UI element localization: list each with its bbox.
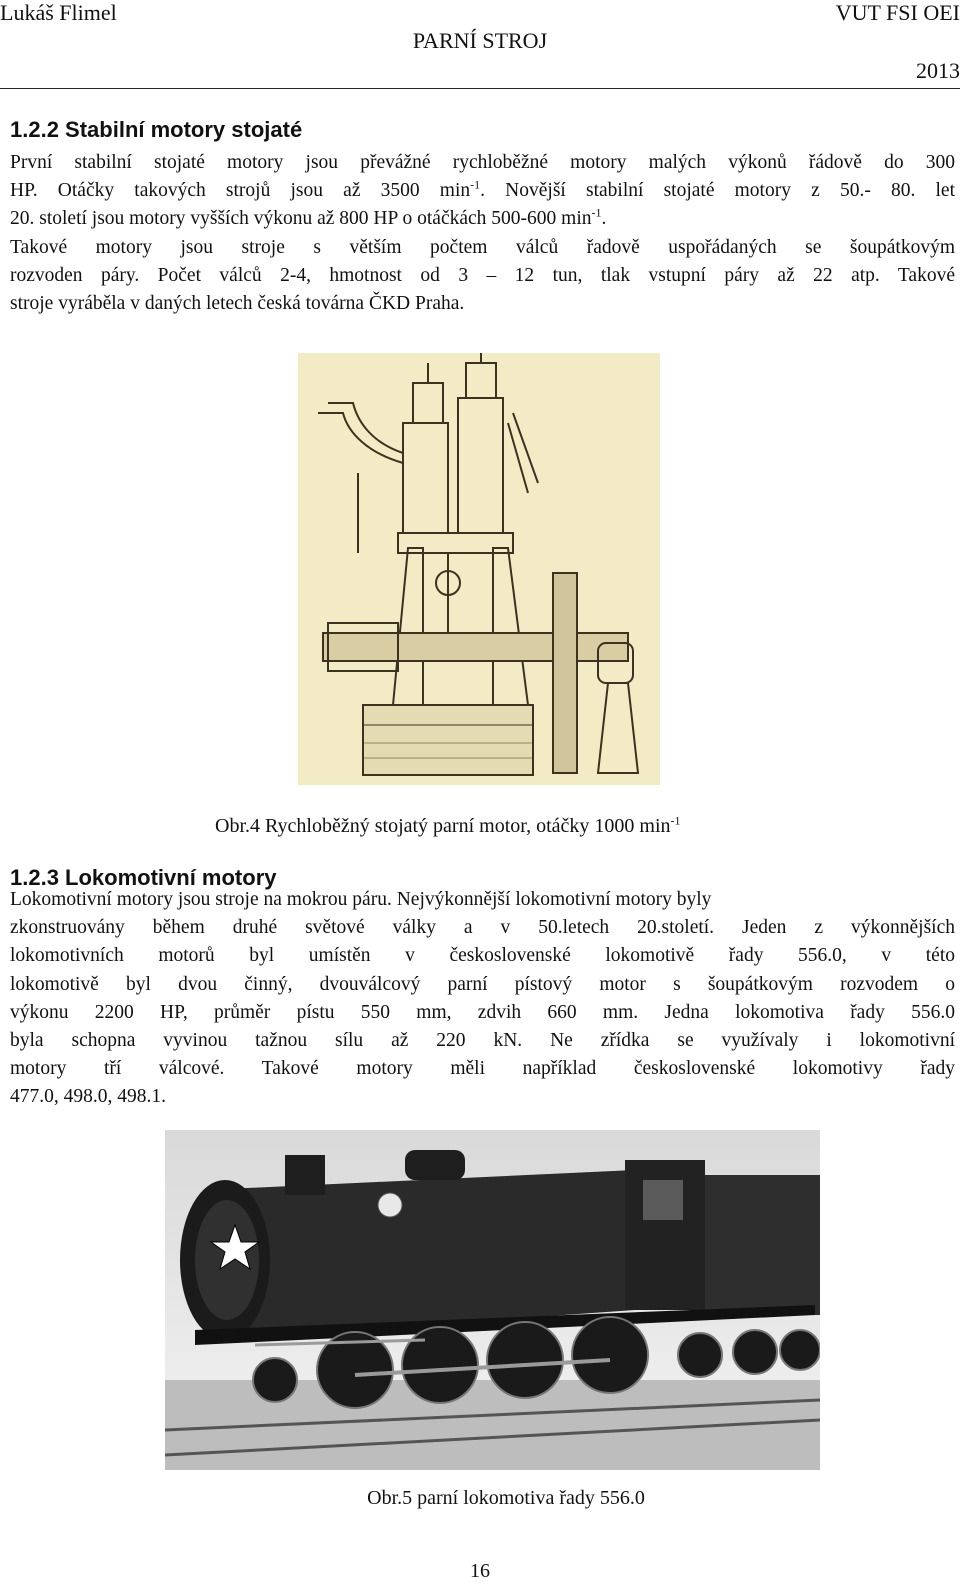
figure-4-caption: Obr.4 Rychloběžný stojatý parní motor, otáčky 1000 $\min^{-1}$ bbox=[215, 813, 681, 837]
text-line: zkonstruovány během druhé světové války a v 50.letech 20.století. Jeden z výkonnějších bbox=[10, 917, 955, 939]
figure-5-caption: Obr.5 parní lokomotiva řady 556.0 bbox=[367, 1487, 645, 1509]
paragraph-stabilni-motory bbox=[10, 149, 955, 318]
text-line: Takové motory jsou stroje s větším počtem válců řadově uspořádaných se šoupátkovým bbox=[10, 236, 955, 258]
text-line: První stabilní stojaté motory jsou převážné rychloběžné motory malých výkonů řádově do 300 bbox=[10, 152, 955, 173]
section-heading-stabilni-motory: 1.2.2 Stabilní motory stojaté bbox=[10, 117, 303, 142]
header-author: Lukáš Flimel bbox=[0, 0, 117, 25]
text-line: lokomotivě byl dvou činný, dvouválcový parní pístový motor s šoupátkovým rozvodem o bbox=[10, 973, 955, 995]
header-institution: VUT FSI OEI bbox=[835, 0, 960, 25]
text-line: 20. století jsou motory vyšších výkonu až 800 HP o otáčkách 500-600 $\min^{-1}$. bbox=[10, 205, 607, 230]
text-line: stroje vyráběla v daných letech česká továrna ČKD Praha. bbox=[10, 293, 465, 315]
paragraph-lokomotivni-motory bbox=[10, 886, 955, 1112]
text-line: rozvoden páry. Počet válců 2-4, hmotnost od 3 – 12 tun, tlak vstupní páry až 22 atp. Takové bbox=[10, 264, 955, 286]
text-line: HP. Otáčky takových strojů jsou až 3500 $\min^{-1}$. Novější stabilní stojaté motory z 50.- 80. let bbox=[10, 177, 956, 202]
locomotive-photo-image bbox=[165, 1130, 820, 1470]
header-year: 2013 bbox=[916, 58, 960, 83]
section-heading-lokomotivni-motory: 1.2.3 Lokomotivní motory bbox=[10, 865, 277, 890]
text-line: lokomotivních motorů byl umístěn v československé lokomotivě řady 556.0, v této bbox=[10, 945, 955, 967]
text-line: výkonu 2200 HP, průměr pístu 550 mm, zdvih 660 mm. Jedna lokomotiva řady 556.0 bbox=[10, 1001, 955, 1023]
header-title: PARNÍ STROJ bbox=[412, 28, 548, 53]
page-number: 16 bbox=[470, 1560, 490, 1582]
text-line: motory tří válcové. Takové motory měli například československé lokomotivy řady bbox=[10, 1058, 955, 1080]
text-line: Lokomotivní motory jsou stroje na mokrou páru. Nejvýkonnější lokomotivní motory byly bbox=[10, 889, 712, 910]
text-line: 477.0, 498.0, 498.1. bbox=[10, 1086, 166, 1108]
header-rule bbox=[0, 88, 960, 89]
text-line: byla schopna vyvinou tažnou sílu až 220 kN. Ne zřídka se využívaly i lokomotivní bbox=[10, 1030, 955, 1052]
steam-engine-drawing-image bbox=[298, 353, 660, 785]
